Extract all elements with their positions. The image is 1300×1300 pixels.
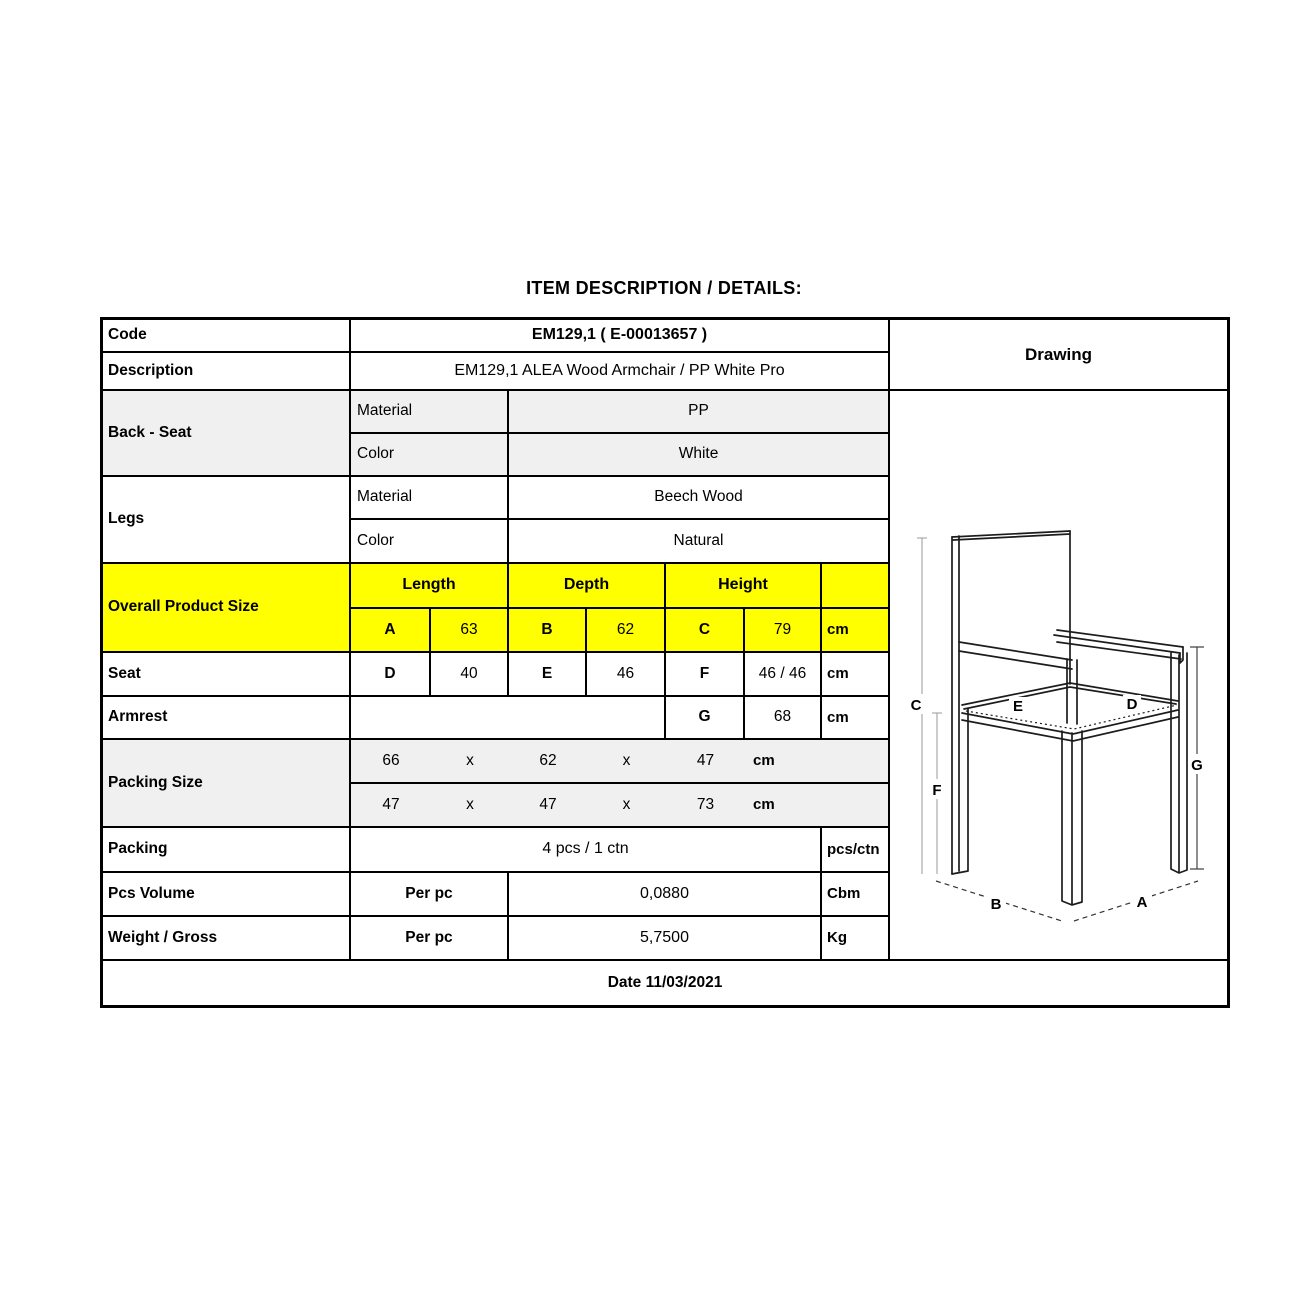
dim-a-key: A [351, 609, 429, 651]
drawing-header: Drawing [890, 320, 1227, 389]
weight-per: Per pc [351, 917, 507, 959]
weight-label: Weight / Gross [103, 917, 349, 959]
pack1-x1: x [466, 751, 474, 769]
armrest-empty-cell [351, 697, 664, 738]
packing-value: 4 pcs / 1 ctn [351, 828, 820, 871]
pcs-volume-unit: Cbm [822, 873, 888, 915]
dim-a-value: 63 [431, 609, 507, 651]
pack2-length: 47 [382, 795, 400, 813]
chair-drawing [890, 391, 1227, 959]
back-seat-material-label: Material [351, 391, 507, 432]
pack1-height: 47 [696, 751, 715, 769]
back-seat-material-value: PP [509, 391, 888, 432]
weight-unit: Kg [822, 917, 888, 959]
dim-d-key: D [351, 653, 429, 695]
pack1-unit: cm [753, 752, 775, 770]
dim-label-e: E [1012, 698, 1024, 715]
dim-label-g: G [1191, 757, 1203, 774]
code-label: Code [103, 320, 349, 351]
pack1-x2: x [622, 751, 631, 769]
length-header: Length [351, 564, 507, 607]
pack2-unit: cm [753, 796, 775, 814]
pcs-volume-label: Pcs Volume [103, 873, 349, 915]
dim-c-value: 79 [745, 609, 820, 651]
dim-label-c: C [910, 697, 922, 714]
dim-g-value: 68 [745, 697, 820, 738]
armrest-label: Armrest [103, 697, 349, 738]
seat-unit: cm [822, 653, 888, 695]
packing-size-row1 [351, 740, 888, 782]
weight-value: 5,7500 [509, 917, 820, 959]
description-value: EM129,1 ALEA Wood Armchair / PP White Pro [351, 353, 888, 389]
pcs-volume-per: Per pc [351, 873, 507, 915]
dim-label-f: F [932, 782, 942, 799]
spec-table [100, 317, 1230, 1008]
description-label: Description [103, 353, 349, 389]
packing-size-row2 [351, 784, 888, 826]
pack1-length: 66 [382, 751, 400, 769]
back-seat-color-value: White [509, 434, 888, 475]
legs-label: Legs [103, 477, 349, 562]
date-row: Date 11/03/2021 [103, 961, 1227, 1005]
back-seat-label: Back - Seat [103, 391, 349, 475]
legs-color-value: Natural [509, 520, 888, 562]
dim-d-value: 40 [431, 653, 507, 695]
pcs-volume-value: 0,0880 [509, 873, 820, 915]
back-seat-color-label: Color [351, 434, 507, 475]
packing-size-label: Packing Size [103, 740, 349, 826]
dim-b-key: B [509, 609, 585, 651]
pack2-x1: x [466, 795, 474, 813]
dim-f-value: 46 / 46 [745, 653, 820, 695]
dim-label-a: A [1136, 894, 1148, 911]
dim-g-key: G [666, 697, 743, 738]
dim-e-key: E [509, 653, 585, 695]
pack2-height: 73 [696, 795, 715, 813]
armrest-unit: cm [822, 697, 888, 738]
dim-label-d: D [1126, 696, 1138, 713]
seat-label: Seat [103, 653, 349, 695]
height-header: Height [666, 564, 820, 607]
dim-b-value: 62 [587, 609, 664, 651]
pack1-depth: 62 [539, 751, 557, 769]
packing-label: Packing [103, 828, 349, 871]
legs-material-label: Material [351, 477, 507, 518]
page-title: ITEM DESCRIPTION / DETAILS: [526, 278, 802, 298]
depth-header: Depth [509, 564, 664, 607]
dim-e-value: 46 [587, 653, 664, 695]
code-value: EM129,1 ( E-00013657 ) [351, 320, 888, 351]
dimension-labels [911, 696, 1203, 913]
dim-c-key: C [666, 609, 743, 651]
chair-outline [952, 531, 1187, 905]
legs-material-value: Beech Wood [509, 477, 888, 518]
drawing-panel [890, 391, 1227, 959]
size-unit-header-empty [822, 564, 888, 607]
overall-unit: cm [822, 609, 888, 651]
pack2-x2: x [622, 795, 631, 813]
dim-f-key: F [666, 653, 743, 695]
legs-color-label: Color [351, 520, 507, 562]
pack2-depth: 47 [539, 795, 557, 813]
dim-label-b: B [990, 896, 1002, 913]
overall-size-label: Overall Product Size [103, 564, 349, 651]
packing-unit: pcs/ctn [822, 828, 888, 871]
